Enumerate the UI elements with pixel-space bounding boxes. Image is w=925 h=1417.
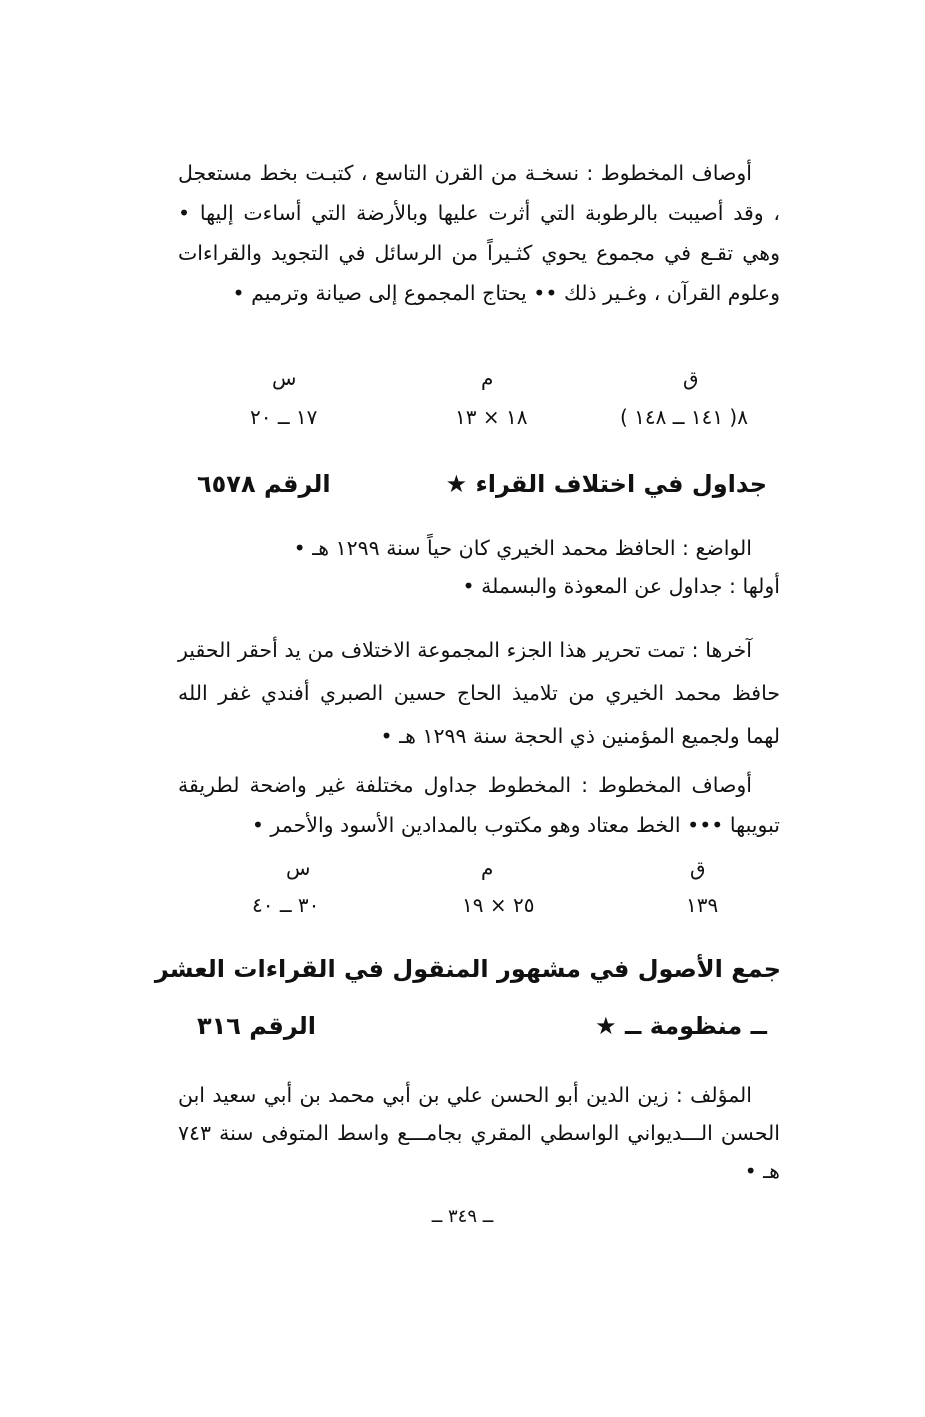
explicit-paragraph: آخرها : تمت تحرير هذا الجزء المجموعة الاختلاف من يد أحقر الحقير حافظ محمد الخيري من تلاميذ الحاج حسين الصبري أفندي غفر الله لهما ولجميع المؤمنين ذي الحجة سنة ١٢٩٩ هـ • <box>178 638 780 748</box>
author-line <box>178 529 780 605</box>
measure-value-size-2: ٢٥ × ١٩ <box>462 893 535 917</box>
measure-head-lines: س <box>272 366 297 390</box>
entry-title-2: جمع الأصول في مشهور المنقول في القراءات العشر <box>154 955 781 983</box>
measure-value-lines-2: ٣٠ ــ ٤٠ <box>252 893 320 917</box>
author-text: الواضع : الحافظ محمد الخيري كان حياً سنة ١٢٩٩ هـ • <box>293 536 752 560</box>
entry-subtitle-2: ــ منظومة ــ ★ <box>595 1012 767 1040</box>
author-paragraph-2: المؤلف : زين الدين أبو الحسن علي بن أبي محمد بن أبي سعيد ابن الحسن الـــديواني الواسطي المقري بجامـــع واسط المتوفى سنة ٧٤٣ هـ • <box>178 1083 780 1183</box>
measure-head-leaves: ق <box>683 366 699 390</box>
measure-value-leaves-2: ١٣٩ <box>686 893 719 917</box>
entry-title: جداول في اختلاف القراء ★ <box>445 470 767 498</box>
incipit-text: أولها : جداول عن المعوذة والبسملة • <box>462 574 780 598</box>
entry-number-2: الرقم ٣١٦ <box>197 1012 317 1040</box>
measure-head-lines-2: س <box>286 856 311 880</box>
measure-value-size: ١٨ × ١٣ <box>455 405 528 429</box>
manuscript-description-paragraph: أوصاف المخطوط : نسخـة من القرن التاسع ، كتبـت بخط مستعجل ، وقد أصيبت بالرطوبة التي أثرت عليها وبالأرضة التي أساءت إليها • وهي تقـع في مجموع يحوي كثـيراً من الرسائل في التجويد والقراءات وعلوم القرآن ، وغـير ذلك •• يحتاج المجموع إلى صيانة وترميم • <box>178 161 780 305</box>
measure-head-leaves-2: ق <box>690 856 706 880</box>
entry-number: الرقم ٦٥٧٨ <box>197 470 331 498</box>
measure-value-lines: ١٧ ــ ٢٠ <box>250 405 318 429</box>
measure-value-leaves: ٨( ١٤١ ــ ١٤٨ ) <box>620 405 748 429</box>
measure-head-size-2: م <box>481 856 494 880</box>
manuscript-description-paragraph-2: أوصاف المخطوط : المخطوط جداول مختلفة غير واضحة لطريقة تبويبها ••• الخط معتاد وهو مكتوب بالمدادين الأسود والأحمر • <box>178 773 780 837</box>
page-number: ــ ٣٤٩ ــ <box>431 1206 494 1227</box>
measure-head-size: م <box>481 366 494 390</box>
